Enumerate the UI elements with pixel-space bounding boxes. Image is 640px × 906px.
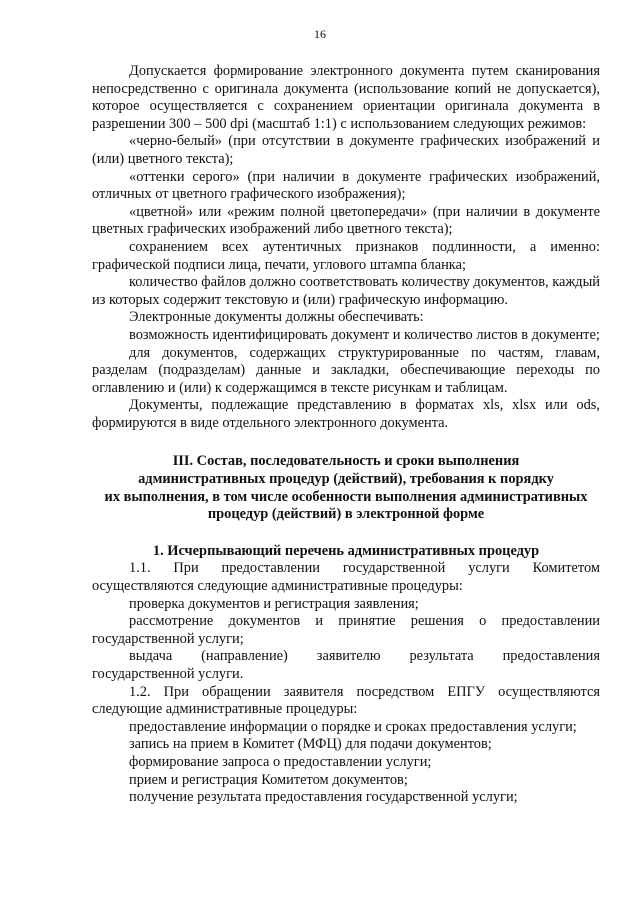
paragraph: 1.2. При обращении заявителя посредством ЕПГУ осуществляются следующие административные процедуры: (92, 683, 600, 718)
paragraph: Электронные документы должны обеспечивать: (129, 309, 424, 326)
paragraph: предоставление информации о порядке и сроках предоставления услуги; (129, 718, 577, 735)
paragraph: «оттенки серого» (при наличии в документе графических изображений, отличных от цветного графического изображения); (92, 168, 600, 203)
section-title-line: процедур (действий) в электронной форме (207, 506, 485, 523)
section-title-line: III. Состав, последовательность и сроки выполнения (172, 453, 520, 470)
document-body (92, 63, 600, 807)
paragraph: количество файлов должно соответствовать количеству документов, каждый из которых содержит текстовую и (или) графическую информацию. (92, 274, 600, 308)
section-title-line: их выполнения, в том числе особенности выполнения административных (104, 488, 588, 505)
paragraph: «черно-белый» (при отсутствии в документе графических изображений и (или) цветного текста); (92, 133, 600, 167)
paragraph: прием и регистрация Комитетом документов; (129, 771, 408, 788)
section-title-line: административных процедур (действий), требования к порядку (138, 471, 554, 488)
paragraph: запись на прием в Комитет (МФЦ) для подачи документов; (129, 736, 492, 753)
paragraph: выдача (направление) заявителю результата предоставления государственной услуги. (92, 648, 600, 682)
paragraph: проверка документов и регистрация заявления; (129, 595, 419, 612)
paragraph: возможность идентифицировать документ и количество листов в документе; (129, 326, 600, 343)
paragraph: формирование запроса о предоставлении услуги; (129, 753, 432, 770)
paragraph: получение результата предоставления государственной услуги; (129, 789, 518, 806)
paragraph: рассмотрение документов и принятие решения о предоставлении государственной услуги; (92, 613, 600, 647)
paragraph: сохранением всех аутентичных признаков подлинности, а именно: графической подписи лица, печати, углового штампа бланка; (92, 238, 600, 273)
paragraph: 1.1. При предоставлении государственной услуги Комитетом осуществляются следующие административные процедуры: (92, 560, 600, 595)
paragraph: Документы, подлежащие представлению в форматах xls, xlsx или ods, формируются в виде отдельного электронного документа. (92, 397, 600, 431)
paragraph: «цветной» или «режим полной цветопередачи» (при наличии в документе цветных графических изображений либо цветного текста); (92, 203, 600, 238)
section-title (92, 453, 600, 523)
page-number: 16 (314, 27, 326, 41)
subsection-title: 1. Исчерпывающий перечень административных процедур (152, 542, 540, 559)
paragraph: для документов, содержащих структурированные по частям, главам, разделам (подразделам) данные и закладки, обеспечивающие переходы по оглавлению и (или) к содержащимся в тексте рисункам и таблицам. (92, 344, 600, 396)
paragraph: Допускается формирование электронного документа путем сканирования непосредственно с оригинала документа (использование копий не допускается), которое осуществляется с сохранением ориентации оригинала документа в разрешении 300 – 500 dpi (масштаб 1:1) с использованием следующих режимов: (92, 63, 600, 132)
